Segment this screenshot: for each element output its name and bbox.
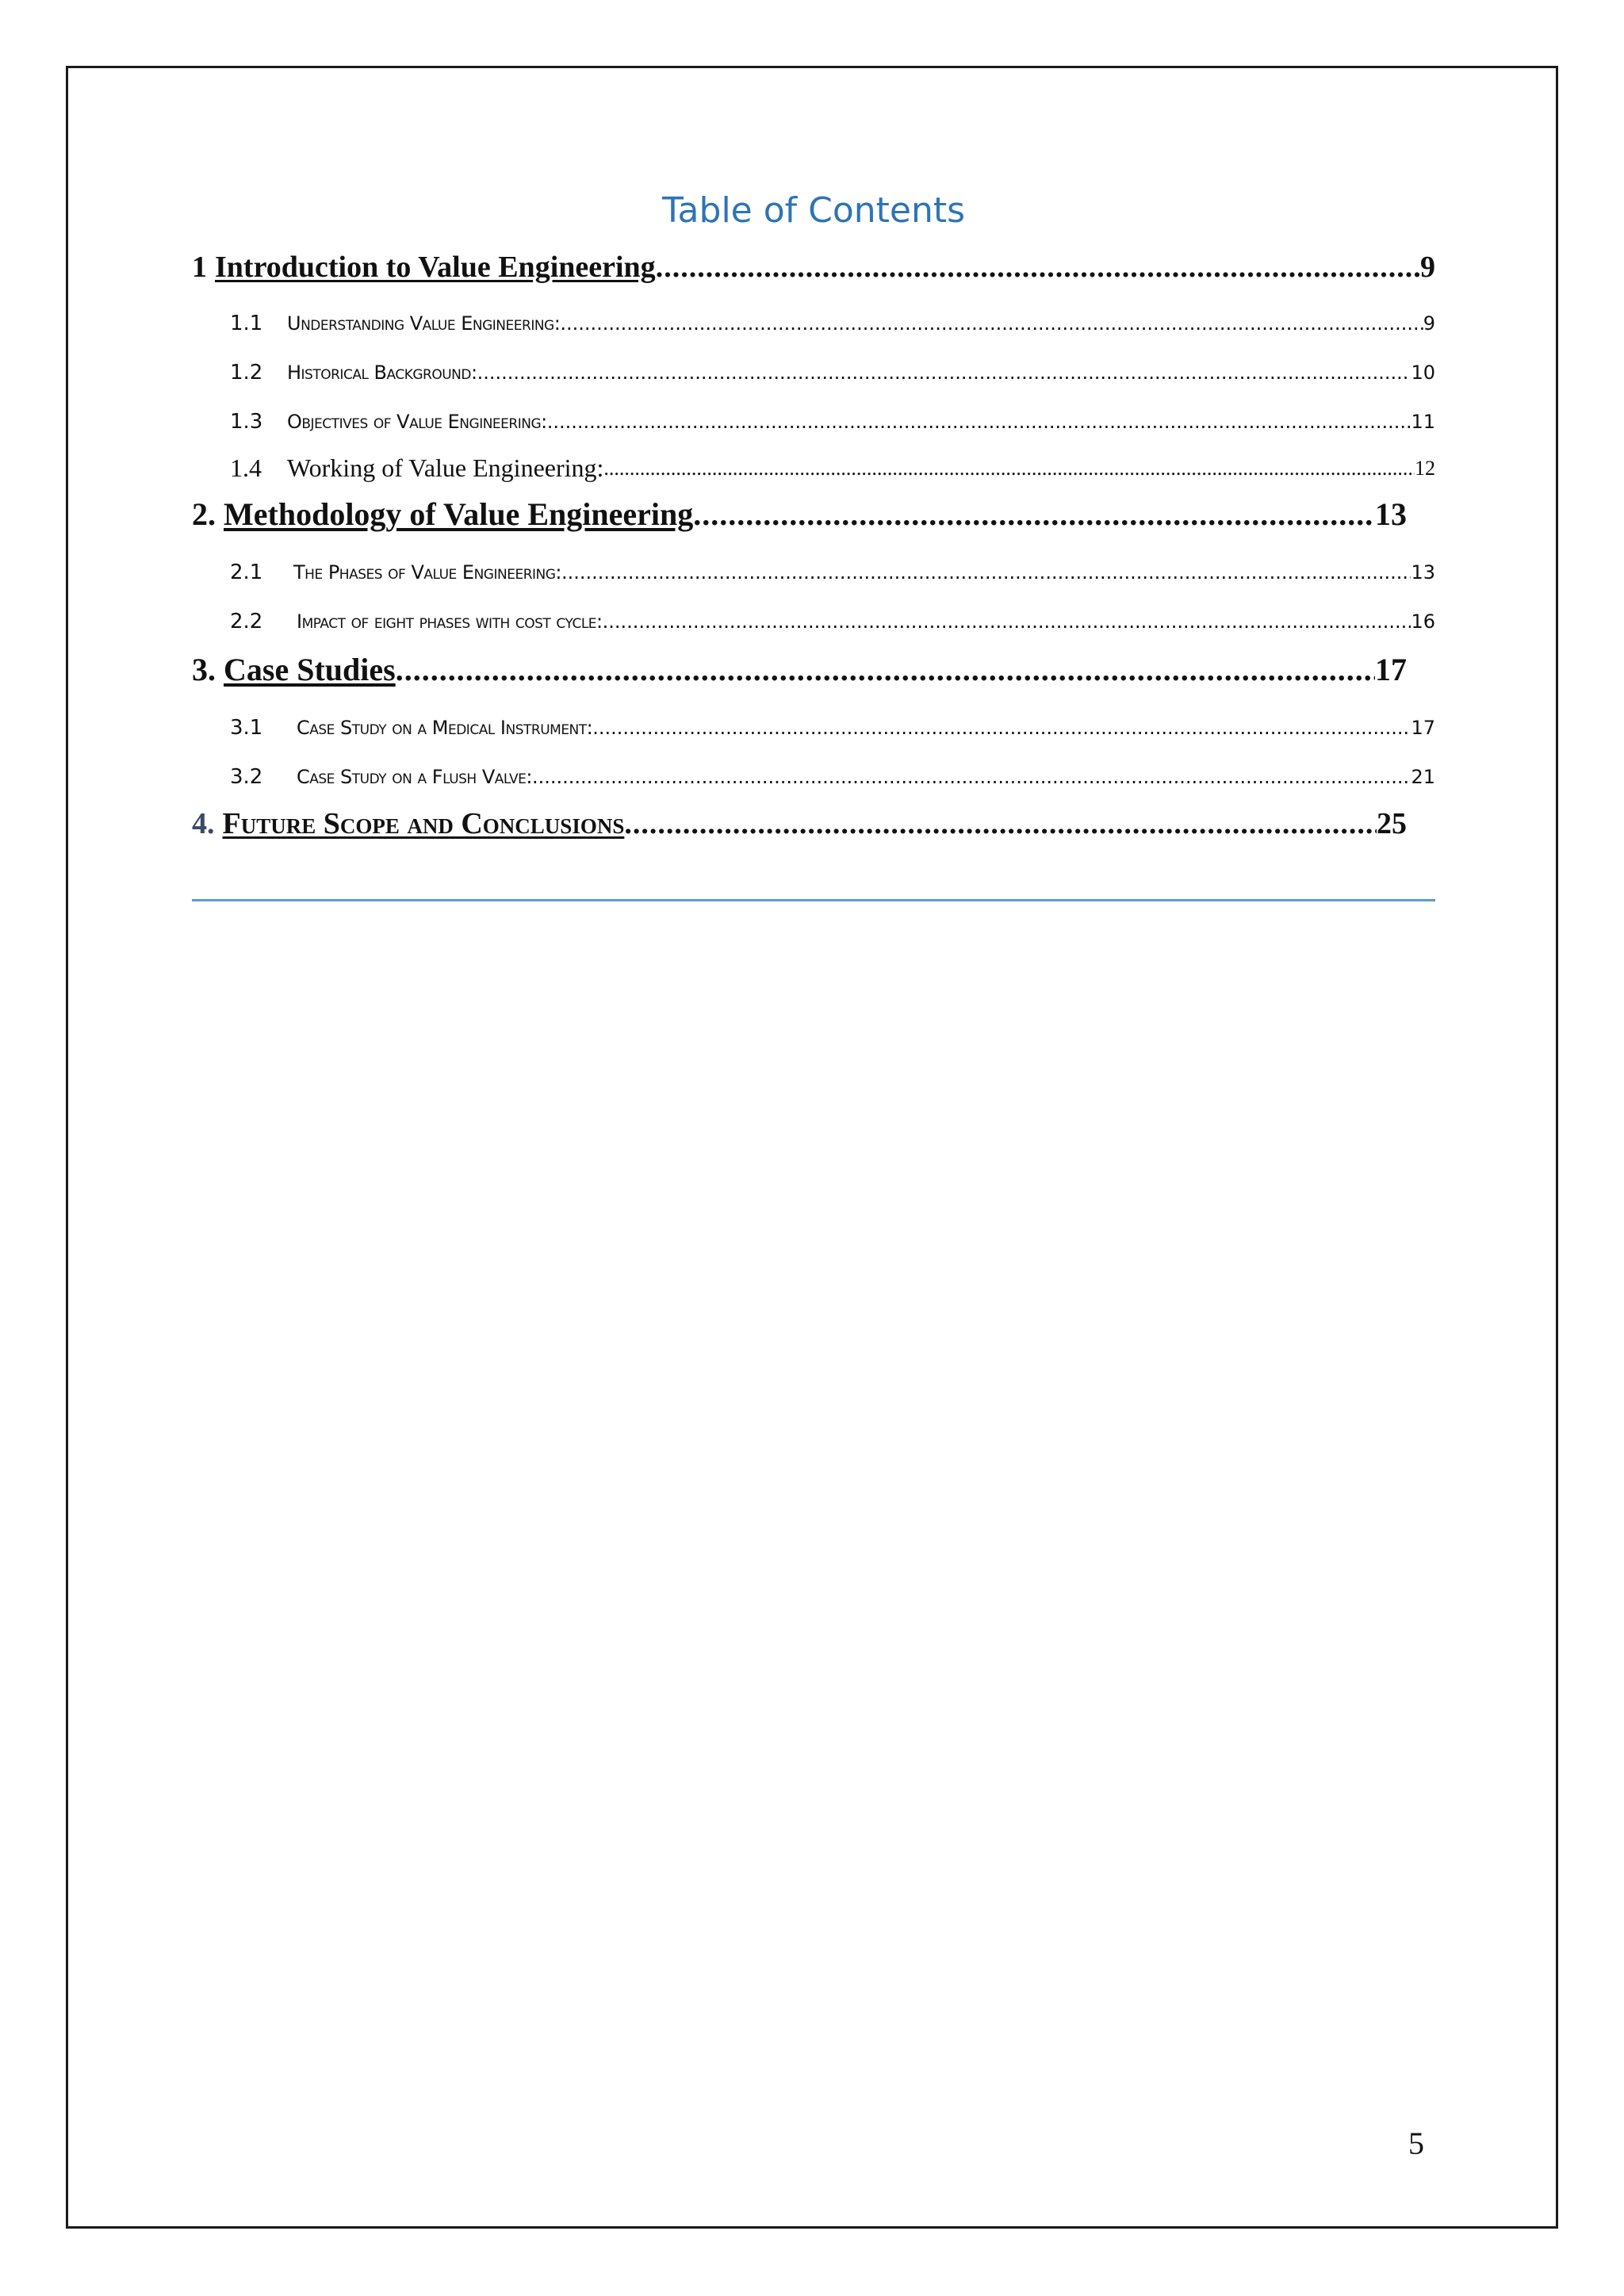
subsection-title: Objectives of Value Engineering: [287, 410, 547, 433]
toc-entry-2-2[interactable] [192, 597, 1435, 646]
section-page: 13 [1375, 496, 1407, 532]
subsection-number: 3.2 [230, 764, 263, 789]
dot-leader [693, 496, 1375, 533]
section-number: 1 [192, 250, 207, 284]
section-number: 2. [192, 496, 216, 532]
page-number: 5 [1408, 2126, 1424, 2161]
toc-title: Table of Contents [661, 190, 966, 231]
subsection-page: 9 [1423, 312, 1435, 335]
toc-entry-1-3[interactable] [192, 397, 1435, 446]
subsection-page: 13 [1411, 561, 1435, 584]
subsection-title: Case Study on a Flush Valve: [297, 765, 532, 788]
subsection-number: 1.1 [230, 311, 263, 335]
subsection-page: 17 [1411, 716, 1435, 739]
dot-leader [603, 457, 1415, 480]
dot-leader [477, 362, 1411, 384]
subsection-title: Historical Background: [287, 361, 477, 384]
subsection-title: Case Study on a Medical Instrument: [297, 716, 593, 739]
dot-leader [656, 250, 1420, 285]
toc-entry-3-2[interactable] [192, 752, 1435, 802]
section-title: Methodology of Value Engineering [224, 496, 694, 532]
toc-entry-section-2[interactable] [192, 496, 1435, 548]
subsection-page: 10 [1411, 361, 1435, 384]
table-of-contents [192, 190, 1435, 859]
toc-entry-1-1[interactable] [192, 299, 1435, 348]
subsection-number: 3.1 [230, 715, 263, 740]
dot-leader [592, 717, 1411, 739]
dot-leader [396, 651, 1375, 688]
subsection-number: 1.3 [230, 409, 263, 434]
dot-leader [603, 610, 1411, 633]
toc-entry-3-1[interactable] [192, 703, 1435, 752]
subsection-page: 21 [1411, 765, 1435, 788]
subsection-page: 11 [1411, 410, 1435, 433]
subsection-title: Understanding Value Engineering: [287, 312, 561, 335]
dot-leader [532, 766, 1411, 788]
section-number: 3. [192, 651, 216, 687]
dot-leader [560, 312, 1423, 335]
section-title: Future Scope and Conclusions [222, 806, 625, 840]
section-page: 17 [1375, 651, 1407, 687]
subsection-number: 2.1 [230, 560, 263, 584]
subsection-title: Working of Value Engineering: [287, 453, 604, 483]
subsection-title: The Phases of Value Engineering: [293, 561, 561, 584]
section-number: 4. [192, 806, 215, 840]
section-page: 9 [1420, 250, 1435, 284]
subsection-number: 2.2 [230, 609, 263, 633]
toc-bottom-rule [192, 899, 1435, 901]
section-title: Introduction to Value Engineering [215, 250, 656, 284]
subsection-page: 12 [1415, 456, 1435, 480]
toc-entry-section-1[interactable] [192, 250, 1435, 299]
subsection-page: 16 [1411, 610, 1435, 633]
toc-entry-1-4[interactable] [192, 446, 1435, 491]
toc-entry-section-3[interactable] [192, 651, 1435, 703]
subsection-number: 1.4 [230, 453, 262, 483]
dot-leader [547, 411, 1411, 433]
dot-leader [624, 806, 1377, 841]
subsection-title: Impact of eight phases with cost cycle: [297, 610, 603, 633]
toc-entry-1-2[interactable] [192, 348, 1435, 397]
toc-entry-2-1[interactable] [192, 548, 1435, 597]
section-page: 25 [1377, 806, 1407, 840]
subsection-number: 1.2 [230, 360, 263, 385]
section-title: Case Studies [224, 651, 396, 687]
dot-leader [561, 561, 1411, 584]
toc-entry-section-4[interactable] [192, 806, 1435, 859]
